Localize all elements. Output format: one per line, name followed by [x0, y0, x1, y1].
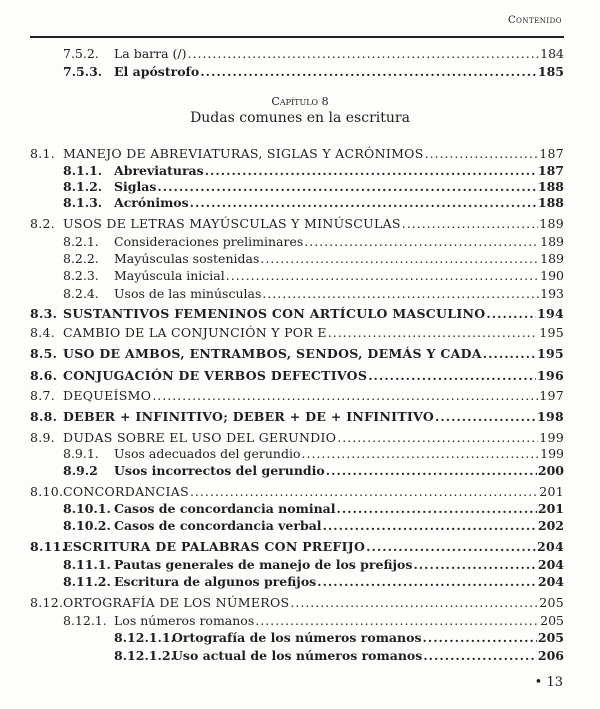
entry-title: Siglas	[114, 179, 157, 194]
entry-title: SUSTANTIVOS FEMENINOS CON ARTÍCULO MASCULINO	[63, 306, 486, 321]
dot-leader	[226, 268, 539, 283]
entry-page: 195	[537, 346, 564, 361]
entry-page: 202	[537, 518, 564, 533]
entry-title: La barra (/)	[114, 46, 187, 61]
entry-page: 201	[539, 484, 564, 499]
toc-entry[interactable]	[114, 630, 564, 648]
entry-title: ESCRITURA DE PALABRAS CON PREFIJO	[63, 539, 366, 554]
entry-page: 199	[540, 446, 564, 461]
entry-page: 206	[537, 648, 564, 663]
toc-entry[interactable]	[63, 463, 564, 481]
dot-leader	[157, 179, 537, 194]
entry-page: 189	[539, 216, 564, 231]
toc-entry[interactable]	[30, 484, 564, 502]
entry-page: 187	[537, 163, 564, 178]
dot-leader	[304, 234, 539, 249]
toc-entry[interactable]	[63, 446, 564, 464]
dot-leader	[260, 251, 539, 266]
entry-title: Pautas generales de manejo de los prefijos	[114, 557, 413, 572]
entry-page: 188	[537, 179, 564, 194]
dot-leader	[425, 146, 539, 161]
entry-page: 185	[537, 64, 564, 79]
dot-leader	[366, 539, 536, 554]
toc-entry[interactable]	[63, 64, 564, 82]
entry-number: 8.2.	[30, 216, 56, 231]
toc-entry[interactable]	[63, 286, 564, 304]
entry-number: 8.2.2.	[63, 251, 99, 266]
dot-leader	[323, 518, 537, 533]
entry-title: USOS DE LETRAS MAYÚSCULAS Y MINÚSCULAS	[63, 216, 401, 231]
dot-leader	[302, 446, 540, 461]
entry-number: 8.1.3.	[63, 195, 103, 210]
dot-leader	[152, 388, 538, 403]
entry-title: Usos adecuados del gerundio	[114, 446, 301, 461]
entry-number: 8.9.2	[63, 463, 98, 478]
toc-entry[interactable]	[63, 557, 564, 575]
entry-page: 201	[537, 501, 564, 516]
toc-entry[interactable]	[114, 648, 564, 666]
toc-entry[interactable]	[63, 574, 564, 592]
toc-entry[interactable]	[30, 325, 564, 343]
entry-title: Usos de las minúsculas	[114, 286, 262, 301]
toc-entry[interactable]	[30, 539, 564, 557]
dot-leader	[413, 557, 536, 572]
entry-number: 8.10.2.	[63, 518, 111, 533]
dot-leader	[255, 613, 539, 628]
entry-title: CONJUGACIÓN DE VERBOS DEFECTIVOS	[63, 368, 368, 383]
dot-leader	[402, 216, 538, 231]
dot-leader	[483, 346, 536, 361]
dot-leader	[290, 595, 538, 610]
entry-title: El apóstrofo	[114, 64, 200, 79]
entry-number: 8.11.1.	[63, 557, 111, 572]
running-header: Contenido	[507, 15, 562, 26]
entry-number: 8.4.	[30, 325, 56, 340]
entry-title: Acrónimos	[114, 195, 189, 210]
dot-leader	[423, 648, 537, 663]
entry-number: 8.12.1.	[63, 613, 107, 628]
entry-page: 187	[539, 146, 564, 161]
entry-number: 8.2.1.	[63, 234, 99, 249]
entry-number: 8.12.1.1.	[114, 630, 175, 645]
dot-leader	[423, 630, 537, 645]
entry-number: 8.12.1.2.	[114, 648, 175, 663]
entry-page: 184	[540, 46, 564, 61]
dot-leader	[486, 306, 536, 321]
entry-title: Ortografía de los números romanos	[172, 630, 422, 645]
entry-page: 189	[540, 234, 564, 249]
entry-page: 204	[537, 574, 564, 589]
toc-entry[interactable]	[63, 46, 564, 64]
toc-entry[interactable]	[63, 195, 564, 213]
entry-page: 188	[537, 195, 564, 210]
entry-number: 8.11.2.	[63, 574, 111, 589]
entry-page: 199	[539, 430, 564, 445]
entry-number: 7.5.3.	[63, 64, 103, 79]
toc-entry[interactable]	[30, 595, 564, 613]
toc-entry[interactable]	[30, 368, 564, 386]
entry-page: 198	[537, 409, 564, 424]
entry-title: DEQUEÍSMO	[63, 388, 152, 403]
dot-leader	[435, 409, 536, 424]
toc-entry[interactable]	[30, 306, 564, 324]
entry-title: Consideraciones preliminares	[114, 234, 304, 249]
toc-entry[interactable]	[63, 501, 564, 519]
entry-number: 8.8.	[30, 409, 58, 424]
entry-number: 8.10.1.	[63, 501, 111, 516]
entry-title: Escritura de algunos prefijos	[114, 574, 317, 589]
entry-title: Uso actual de los números romanos	[172, 648, 423, 663]
entry-page: 205	[540, 613, 564, 628]
entry-title: DUDAS SOBRE EL USO DEL GERUNDIO	[63, 430, 337, 445]
entry-page: 200	[537, 463, 564, 478]
entry-title: CONCORDANCIAS	[63, 484, 189, 499]
toc-entry[interactable]	[30, 216, 564, 234]
chapter-label: Capítulo 8	[271, 95, 329, 108]
dot-leader	[337, 430, 538, 445]
dot-leader	[326, 463, 537, 478]
toc-entry[interactable]	[63, 251, 564, 269]
entry-number: 8.9.	[30, 430, 56, 445]
toc-entry[interactable]	[63, 518, 564, 536]
page-number: • 13	[534, 675, 563, 690]
entry-number: 8.1.2.	[63, 179, 103, 194]
toc-entry[interactable]	[30, 388, 564, 406]
toc-entry[interactable]	[63, 613, 564, 631]
dot-leader	[190, 484, 538, 499]
entry-title: MANEJO DE ABREVIATURAS, SIGLAS Y ACRÓNIMOS	[63, 146, 424, 161]
entry-number: 8.2.4.	[63, 286, 99, 301]
entry-title: Abreviaturas	[114, 163, 204, 178]
dot-leader	[200, 64, 537, 79]
entry-page: 193	[540, 286, 564, 301]
entry-title: CAMBIO DE LA CONJUNCIÓN Y POR E	[63, 325, 327, 340]
toc-entry[interactable]	[30, 409, 564, 427]
entry-title: Casos de concordancia nominal	[114, 501, 336, 516]
entry-number: 8.9.1.	[63, 446, 99, 461]
dot-leader	[368, 368, 536, 383]
entry-number: 8.5.	[30, 346, 58, 361]
entry-number: 8.1.	[30, 146, 56, 161]
toc-entry[interactable]	[63, 268, 564, 286]
entry-number: 8.7.	[30, 388, 56, 403]
entry-title: Usos incorrectos del gerundio	[114, 463, 325, 478]
entry-page: 204	[537, 557, 564, 572]
dot-leader	[328, 325, 538, 340]
entry-page: 197	[539, 388, 564, 403]
entry-title: Casos de concordancia verbal	[114, 518, 322, 533]
entry-number: 8.3.	[30, 306, 58, 321]
entry-page: 205	[539, 595, 564, 610]
entry-number: 8.10.	[30, 484, 64, 499]
entry-page: 190	[540, 268, 564, 283]
entry-number: 8.1.1.	[63, 163, 103, 178]
entry-number: 8.6.	[30, 368, 58, 383]
toc-entry[interactable]	[30, 146, 564, 164]
entry-page: 195	[539, 325, 564, 340]
dot-leader	[205, 163, 537, 178]
entry-page: 189	[540, 251, 564, 266]
entry-page: 205	[537, 630, 564, 645]
header-rule	[30, 36, 564, 38]
entry-title: DEBER + INFINITIVO; DEBER + DE + INFINITIVO	[63, 409, 435, 424]
entry-page: 194	[537, 306, 564, 321]
entry-number: 8.11.	[30, 539, 67, 554]
entry-title: ORTOGRAFÍA DE LOS NÚMEROS	[63, 595, 290, 610]
toc-entry[interactable]	[63, 234, 564, 252]
entry-number: 8.2.3.	[63, 268, 99, 283]
dot-leader	[337, 501, 537, 516]
dot-leader	[188, 46, 540, 61]
entry-title: Mayúscula inicial	[114, 268, 225, 283]
entry-page: 204	[537, 539, 564, 554]
toc-entry[interactable]	[30, 346, 564, 364]
entry-number: 8.12.	[30, 595, 64, 610]
entry-title: Los números romanos	[114, 613, 255, 628]
entry-number: 7.5.2.	[63, 46, 99, 61]
entry-title: USO DE AMBOS, ENTRAMBOS, SENDOS, DEMÁS Y CADA	[63, 346, 482, 361]
chapter-title: Dudas comunes en la escritura	[190, 110, 410, 126]
dot-leader	[317, 574, 537, 589]
entry-page: 196	[537, 368, 564, 383]
dot-leader	[190, 195, 537, 210]
entry-title: Mayúsculas sostenidas	[114, 251, 260, 266]
dot-leader	[262, 286, 539, 301]
